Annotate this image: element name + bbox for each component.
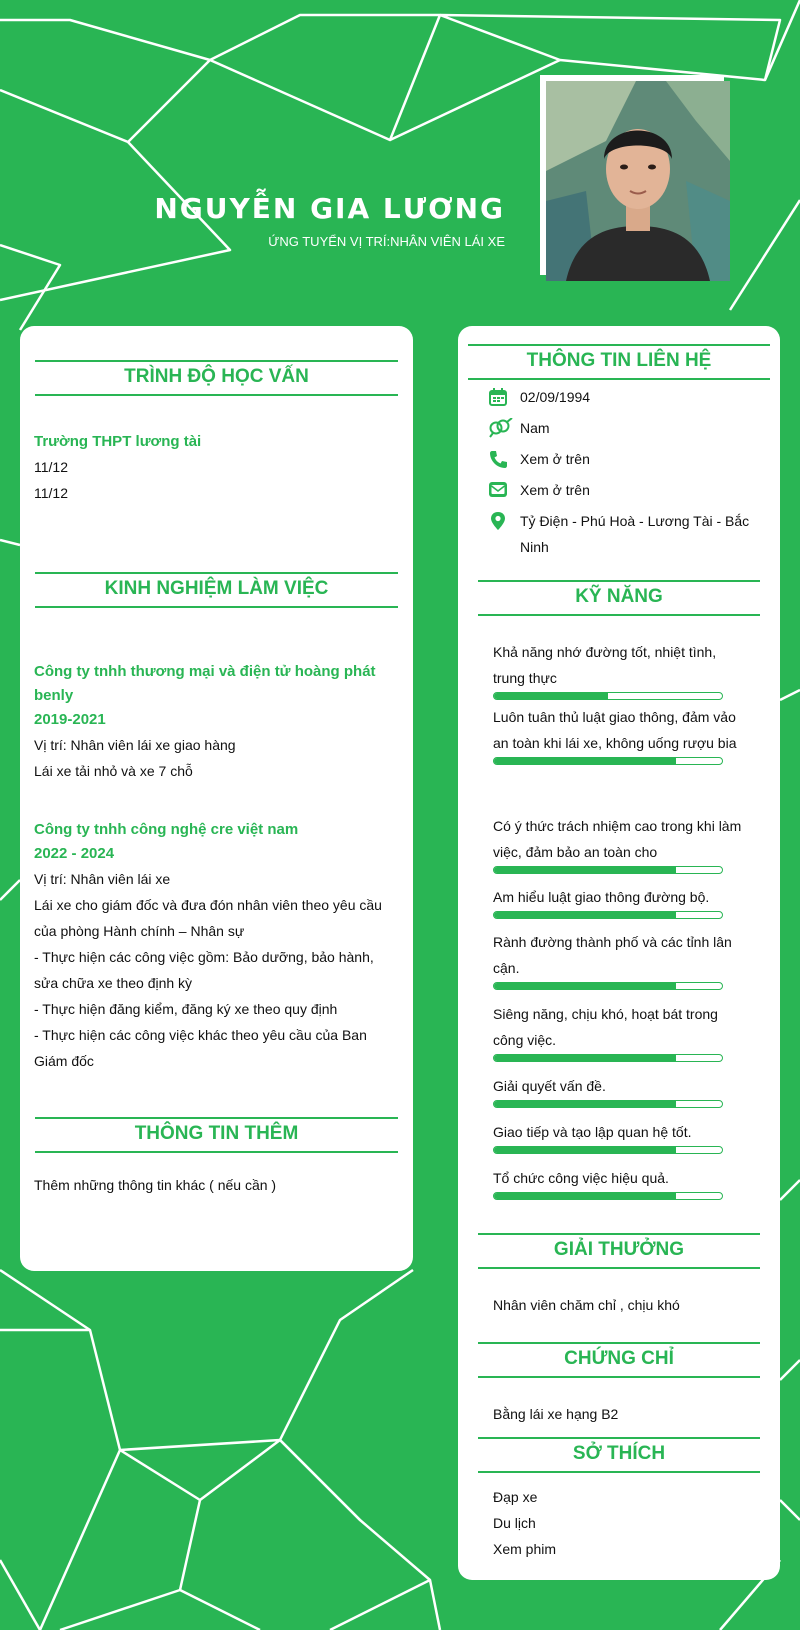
skill-bar <box>493 1100 723 1108</box>
skill-bar-fill <box>494 1147 676 1153</box>
skill-label: Giải quyết vấn đề. <box>493 1078 606 1094</box>
job-line: Lái xe tải nhỏ và xe 7 chỗ <box>34 763 193 779</box>
location-icon <box>488 508 520 560</box>
skill-bar-fill <box>494 758 676 764</box>
school-name: Trường THPT lương tài <box>34 433 202 450</box>
skill-label: Luôn tuân thủ luật giao thông, đảm vảo an toàn khi lái xe, không uống rượu bia <box>493 709 737 751</box>
skill-bar <box>493 982 723 990</box>
calendar-icon <box>488 384 520 412</box>
skill-item <box>493 704 743 765</box>
skill-label: Rành đường thành phố và các tỉnh lân cận. <box>493 934 732 976</box>
skill-bar <box>493 692 723 700</box>
skill-label: Khả năng nhớ đường tốt, nhiệt tình, trung thực <box>493 644 717 686</box>
job-line: - Thực hiện các công việc khác theo yêu cầu của Ban Giám đốc <box>34 1027 367 1069</box>
job-period: 2019-2021 <box>34 711 106 728</box>
contact-birthday <box>488 384 758 412</box>
skill-bar-fill <box>494 1101 676 1107</box>
skill-bar <box>493 1146 723 1154</box>
job-line: Vị trí: Nhân viên lái xe giao hàng <box>34 737 236 753</box>
skill-label: Am hiểu luật giao thông đường bộ. <box>493 889 710 905</box>
skill-item <box>493 884 743 919</box>
left-card <box>20 326 413 1271</box>
extra-info-text: Thêm những thông tin khác ( nếu cần ) <box>34 1177 277 1193</box>
skill-label: Có ý thức trách nhiệm cao trong khi làm việc, đảm bảo an toàn cho <box>493 818 742 860</box>
education-line-1: 11/12 <box>34 459 68 475</box>
address-value: Tỷ Điện - Phú Hoà - Lương Tài - Bắc Ninh <box>520 513 750 555</box>
job-entry <box>34 818 394 1074</box>
skill-item <box>493 929 743 990</box>
certificates-text: Bằng lái xe hạng B2 <box>493 1406 619 1422</box>
job-period: 2022 - 2024 <box>34 845 115 862</box>
job-entry <box>34 660 394 784</box>
contact-address <box>488 508 758 560</box>
skill-bar <box>493 1054 723 1062</box>
skill-item <box>493 1165 743 1200</box>
contact-email <box>488 477 758 505</box>
hobbies-list <box>493 1484 753 1562</box>
phone-icon <box>488 446 520 474</box>
avatar <box>546 81 730 281</box>
skill-label: Siêng năng, chịu khó, hoạt bát trong công việc. <box>493 1006 718 1048</box>
job-line: - Thực hiện đăng kiểm, đăng ký xe theo quy định <box>34 1001 338 1017</box>
experience-title: KINH NGHIỆM LÀM VIỆC <box>35 572 398 608</box>
profile-photo <box>540 75 728 280</box>
hobbies-title: SỞ THÍCH <box>478 1437 760 1473</box>
skill-label: Giao tiếp và tạo lập quan hệ tốt. <box>493 1124 692 1140</box>
skill-bar-fill <box>494 983 676 989</box>
hobby-item: Xem phim <box>493 1541 557 1557</box>
skill-label: Tổ chức công việc hiệu quả. <box>493 1170 669 1186</box>
gender-icon <box>488 415 520 443</box>
candidate-name: NGUYỄN GIA LƯƠNG <box>154 192 505 225</box>
awards-text: Nhân viên chăm chỉ , chịu khó <box>493 1297 680 1313</box>
skill-bar-fill <box>494 867 676 873</box>
job-company: Công ty tnhh công nghệ cre việt nam <box>34 821 299 838</box>
skill-bar-fill <box>494 912 676 918</box>
awards-title: GIẢI THƯỞNG <box>478 1233 760 1269</box>
gender-value: Nam <box>520 420 550 436</box>
skill-bar <box>493 757 723 765</box>
job-line: - Thực hiện các công việc gồm: Bảo dưỡng, bảo hành, sửa chữa xe theo định kỳ <box>34 949 374 991</box>
skill-bar <box>493 866 723 874</box>
right-card <box>458 326 780 1580</box>
skill-item <box>493 639 743 700</box>
extra-info-title: THÔNG TIN THÊM <box>35 1117 398 1153</box>
skill-bar <box>493 911 723 919</box>
skill-bar <box>493 1192 723 1200</box>
hobby-item: Đạp xe <box>493 1489 538 1505</box>
skill-item <box>493 1001 743 1062</box>
education-line-2: 11/12 <box>34 485 68 501</box>
contact-gender <box>488 415 758 443</box>
skill-bar-fill <box>494 1193 676 1199</box>
applied-position: ỨNG TUYỂN VỊ TRÍ:NHÂN VIÊN LÁI XE <box>268 234 505 249</box>
skill-item <box>493 1119 743 1154</box>
hobby-item: Du lịch <box>493 1515 536 1531</box>
skill-item <box>493 1073 743 1108</box>
email-value: Xem ở trên <box>520 482 590 498</box>
certificates-title: CHỨNG CHỈ <box>478 1342 760 1378</box>
job-line: Lái xe cho giám đốc và đưa đón nhân viên theo yêu cầu của phòng Hành chính – Nhân sự <box>34 897 382 939</box>
contact-phone <box>488 446 758 474</box>
education-title: TRÌNH ĐỘ HỌC VẤN <box>35 360 398 396</box>
skills-title: KỸ NĂNG <box>478 580 760 616</box>
birthday-value: 02/09/1994 <box>520 389 591 405</box>
email-icon <box>488 477 520 505</box>
skill-bar-fill <box>494 693 608 699</box>
job-line: Vị trí: Nhân viên lái xe <box>34 871 171 887</box>
phone-value: Xem ở trên <box>520 451 590 467</box>
skill-item <box>493 813 743 874</box>
contact-title: THÔNG TIN LIÊN HỆ <box>468 344 770 380</box>
skill-bar-fill <box>494 1055 676 1061</box>
job-company: Công ty tnhh thương mại và điện tử hoàng phát benly <box>34 663 376 704</box>
